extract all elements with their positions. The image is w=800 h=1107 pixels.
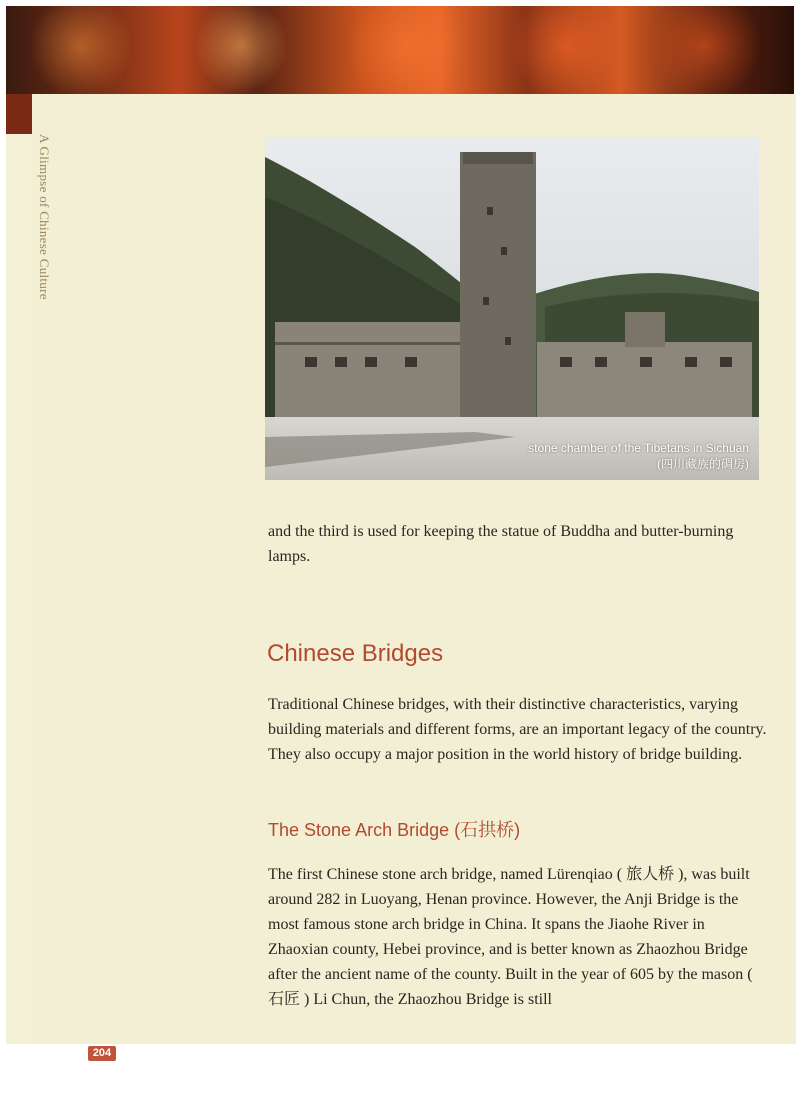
- subsection-paragraph: The first Chinese stone arch bridge, named Lürenqiao ( 旅人桥 ), was built around 282 in Luoyang, Henan province. However, the Anji Bridge is the most famous stone arch bridge in China. It spans the Jiaohe River in Zhaoxian county, Hebei province, and is better known as Zhaozhou Bridge after the ancient name of the county. Built in the year of 605 by the mason ( 石匠 ) Li Chun, the Zhaozhou Bridge is still: [268, 866, 753, 1008]
- photo-illustration: [265, 137, 759, 480]
- running-head: A Glimpse of Chinese Culture: [37, 134, 52, 300]
- subsection-heading: The Stone Arch Bridge (石拱桥): [268, 820, 521, 840]
- stone-chamber-photo: [265, 137, 759, 480]
- section-intro-paragraph: Traditional Chinese bridges, with their distinctive characteristics, varying building materials and different forms, are an important legacy of the country. They also occupy a major position in the world history of bridge building.: [268, 696, 767, 763]
- page-number: 204: [88, 1046, 116, 1061]
- section-heading: Chinese Bridges: [267, 640, 444, 667]
- caption-chinese: (四川藏族的碉房): [657, 457, 749, 471]
- caption-english: stone chamber of the Tibetans in Sichuan: [528, 441, 749, 455]
- header-banner-image: [6, 6, 794, 96]
- continued-paragraph: and the third is used for keeping the statue of Buddha and butter-burning lamps.: [268, 523, 734, 565]
- photo-caption: [528, 440, 749, 472]
- banner-edge: [6, 94, 32, 134]
